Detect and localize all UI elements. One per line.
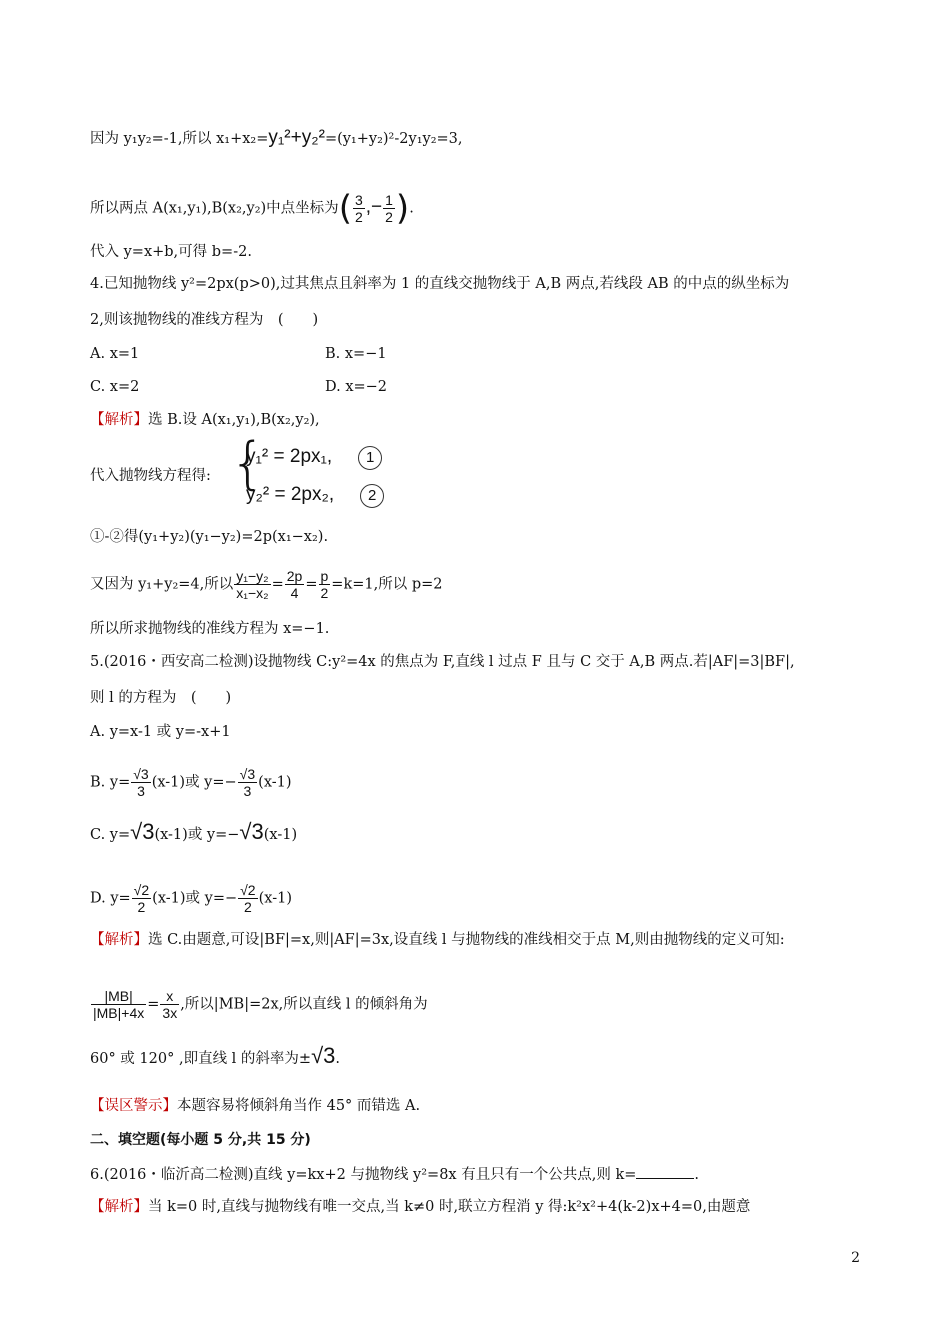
numerator: √3 (239, 766, 256, 782)
numerator: x (160, 988, 179, 1005)
option-b (90, 766, 292, 799)
fraction (383, 192, 395, 225)
numerator: 2p (286, 568, 303, 584)
numerator: √2 (133, 882, 150, 898)
fraction (234, 568, 270, 601)
text: 因为 y₁y₂=-1,所以 x₁+x₂= (90, 131, 269, 147)
fraction (285, 568, 305, 601)
text: C. y= (90, 827, 131, 843)
fraction (353, 192, 365, 225)
text: =(y₁+y₂)²-2y₁y₂=3, (324, 131, 463, 147)
text: (x-1)或 y=− (152, 890, 238, 907)
denominator: x₁−x₂ (236, 585, 269, 601)
math: √3 (239, 819, 264, 844)
analysis-tag: 【解析】 (90, 1199, 148, 1215)
text: (x-1) (263, 827, 298, 843)
text: 60° 或 120° ,即直线 l 的斜率为± (90, 1051, 312, 1067)
warning-line (90, 1096, 420, 1116)
text: 代入抛物线方程得: (90, 468, 211, 484)
text: . (335, 1051, 340, 1067)
text: . (694, 1167, 699, 1183)
line-2 (90, 188, 414, 229)
solution-5-line-1 (90, 930, 785, 950)
text: (x-1)或 y=− (151, 774, 237, 791)
numerator: 1 (385, 192, 393, 208)
question-4-stem-2: 2,则该抛物线的准线方程为 ( ) (90, 312, 319, 328)
math: √3 (130, 819, 155, 844)
text: 所以两点 A(x₁,y₁),B(x₂,y₂)中点坐标为 (90, 200, 339, 217)
solution-4-line-4: 又因为 y₁+y₂=4,所以 $\frac{\text{y₁−y₂}}{\text{x₁−x₂}}$ = $\frac{2p}{4}$ = $\frac{p}{2}$ =k=1,所以 p=2 (90, 568, 443, 601)
question-4-stem: 4.已知抛物线 y²=2px(p>0),过其焦点且斜率为 1 的直线交抛物线于 A,B 两点,若线段 AB 的中点的纵坐标为 (90, 276, 790, 292)
numerator: √3 (133, 766, 149, 782)
fraction (131, 766, 150, 799)
text: 6.(2016・临沂高二检测)直线 y=kx+2 与抛物线 y²=8x 有且只有一个公共点,则 k= (90, 1167, 637, 1183)
question-6-stem (90, 1164, 699, 1185)
paren-open: ( (338, 188, 352, 229)
denominator: 3 (243, 783, 252, 799)
denominator: 2 (354, 209, 363, 225)
math: y₁² = 2px₁, (246, 446, 333, 467)
option-b: B. x=−1 (325, 346, 387, 362)
text: B. y= (90, 774, 131, 791)
text: ,所以|MB|=2x,所以直线 l 的倾斜角为 (180, 996, 428, 1013)
fraction (160, 988, 179, 1021)
line-3: 代入 y=x+b,可得 b=-2. (90, 244, 252, 260)
analysis-tag: 【解析】 (90, 932, 148, 948)
fraction (238, 882, 257, 915)
solution-5-line-3 (90, 1043, 340, 1069)
fraction (91, 988, 146, 1021)
fraction (238, 766, 257, 799)
text: =k=1,所以 p=2 (331, 576, 443, 593)
numerator: 3 (354, 192, 363, 208)
page-number: 2 (851, 1250, 860, 1266)
solution-4-line-1 (90, 410, 320, 430)
line-1 (90, 128, 463, 149)
solution-4-line-5: 所以所求抛物线的准线方程为 x=−1. (90, 621, 330, 637)
paren-close: ) (395, 188, 410, 229)
denominator: 2 (385, 209, 393, 225)
text: (x-1) (258, 890, 292, 907)
solution-4-line-3: ①-②得(y₁+y₂)(y₁−y₂)=2p(x₁−x₂). (90, 529, 329, 545)
numerator: p (320, 568, 329, 584)
denominator: |MB|+4x (93, 1005, 145, 1021)
text: 当 k=0 时,直线与抛物线有唯一交点,当 k≠0 时,联立方程消 y 得:k²x²+4(k-2)x+4=0,由题意 (148, 1199, 751, 1215)
section-heading: 二、填空题(每小题 5 分,共 15 分) (90, 1132, 311, 1148)
numerator: y₁−y₂ (236, 568, 269, 584)
fraction (319, 568, 331, 601)
denominator: 2 (137, 899, 146, 915)
solution-6-line-1 (90, 1197, 750, 1217)
math: y₁²+y₂² (268, 127, 325, 148)
text: 选 B.设 A(x₁,y₁),B(x₂,y₂), (148, 412, 320, 428)
numerator: √2 (240, 882, 256, 898)
option-c: C. x=2 (90, 379, 140, 395)
equation-2 (246, 484, 384, 508)
math: ,− (365, 196, 383, 218)
option-a: A. x=1 (90, 346, 140, 362)
solution-5-line-2: $\frac{|MB|}{|MB|+4x}$ = $\frac{x}{3x}$ ,所以|MB|=2x,所以直线 l 的倾斜角为 (93, 988, 428, 1021)
option-d (90, 882, 292, 915)
numerator: |MB| (91, 988, 146, 1005)
warning-tag: 【误区警示】 (90, 1098, 177, 1114)
math: √3 (311, 1043, 336, 1068)
question-5-stem-2: 则 l 的方程为 ( ) (90, 690, 232, 706)
denominator: 3x (162, 1005, 178, 1021)
option-d: D. x=−2 (325, 379, 388, 395)
text: (x-1) (258, 774, 292, 791)
option-a: A. y=x-1 或 y=-x+1 (90, 724, 231, 740)
circled-number: 1 (358, 446, 382, 470)
denominator: 3 (137, 783, 145, 799)
text: . (409, 200, 414, 217)
answer-blank (636, 1164, 694, 1179)
text: (x-1)或 y=− (154, 827, 240, 843)
text: D. y= (90, 890, 131, 907)
text: 又因为 y₁+y₂=4,所以 (90, 576, 234, 593)
brace: { (230, 431, 266, 496)
analysis-tag: 【解析】 (90, 412, 148, 428)
equation-1 (246, 446, 382, 470)
text: 选 C.由题意,可设|BF|=x,则|AF|=3x,设直线 l 与抛物线的准线相交于点 M,则由抛物线的定义可知: (148, 932, 785, 948)
question-5-stem: 5.(2016・西安高二检测)设抛物线 C:y²=4x 的焦点为 F,直线 l 过点 F 且与 C 交于 A,B 两点.若|AF|=3|BF|, (90, 654, 795, 670)
option-c (90, 819, 298, 845)
text: 本题容易将倾斜角当作 45° 而错选 A. (177, 1098, 421, 1114)
fraction (132, 882, 151, 915)
circled-number: 2 (360, 484, 384, 508)
denominator: 2 (320, 585, 329, 601)
denominator: 4 (290, 585, 299, 601)
denominator: 2 (243, 899, 252, 915)
math: y₂² = 2px₂, (246, 484, 335, 505)
